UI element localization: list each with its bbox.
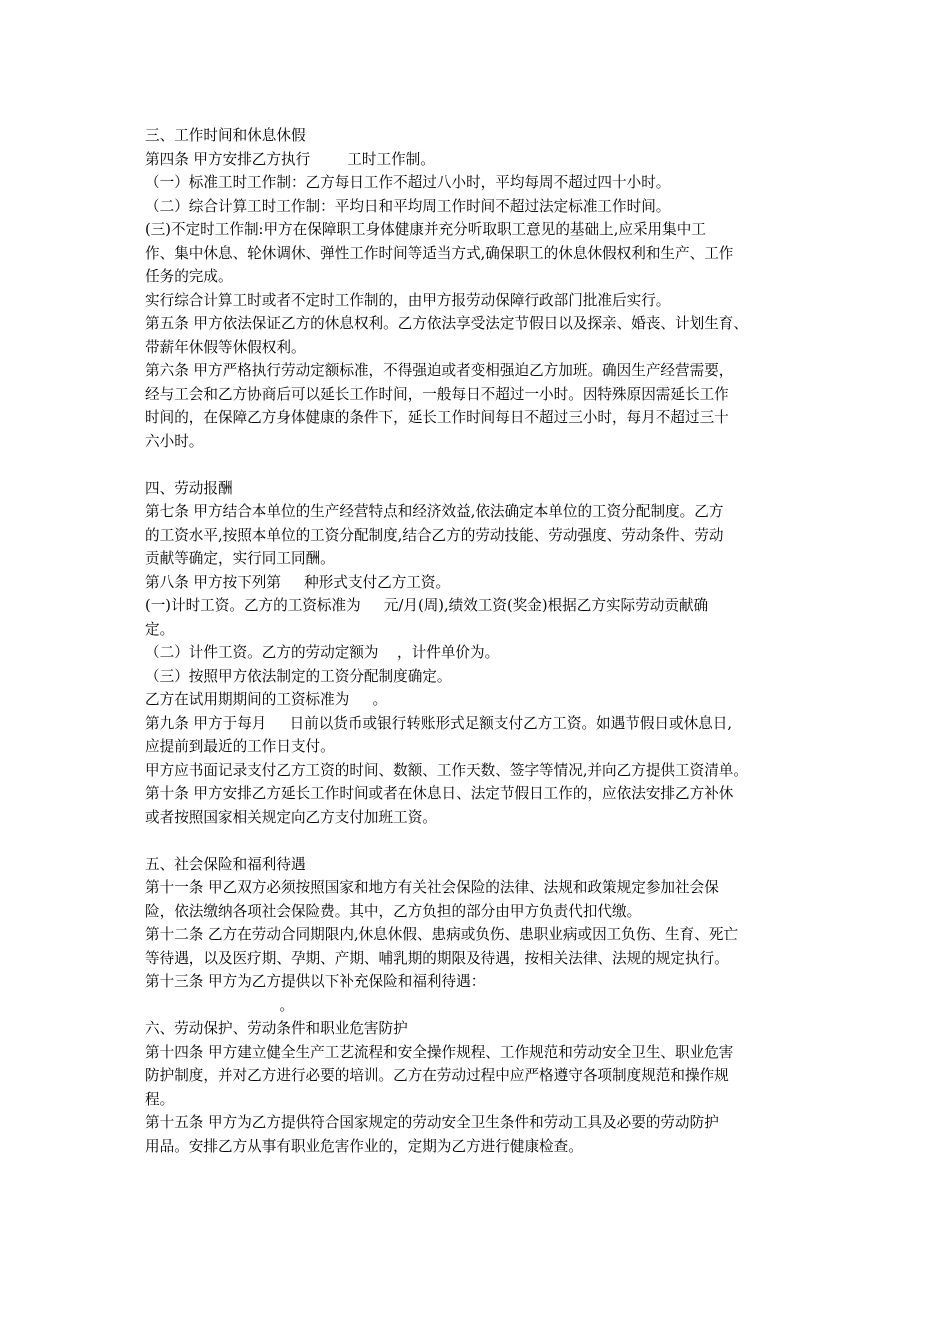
text-line: 第八条 甲方按下列第 种形式支付乙方工资。 <box>145 573 451 591</box>
text-line: 三、工作时间和休息休假 <box>145 127 306 144</box>
text-line: 或者按照国家相关规定向乙方支付加班工资。 <box>145 808 437 826</box>
text-line: 程。 <box>145 1090 175 1108</box>
document-body <box>145 124 817 1158</box>
text-line: 四、劳动报酬 <box>145 479 233 497</box>
text-line: 的工资水平,按照本单位的工资分配制度,结合乙方的劳动技能、劳动强度、劳动条件、劳动 <box>145 526 724 544</box>
text-line: (三)不定时工作制:甲方在保障职工身体健康并充分听取职工意见的基础上,应采用集中工 <box>145 221 706 238</box>
text-line: 第六条 甲方严格执行劳动定额标准，不得强迫或者变相强迫乙方加班。确因生产经营需要， <box>145 362 734 379</box>
text-line: 第十四条 甲方建立健全生产工艺流程和安全操作规程、工作规范和劳动安全卫生、职业危害 <box>145 1043 734 1061</box>
text-line: 第十条 甲方安排乙方延长工作时间或者在休息日、法定节假日工作的，应依法安排乙方补休 <box>145 785 734 802</box>
text-line: 应提前到最近的工作日支付。 <box>145 738 335 755</box>
text-line: 。 <box>145 996 295 1014</box>
text-line: 第七条 甲方结合本单位的生产经营特点和经济效益,依法确定本单位的工资分配制度。乙方 <box>145 503 724 520</box>
text-line: （二）综合计算工时工作制：平均日和平均周工作时间不超过法定标准工作时间。 <box>145 197 671 215</box>
text-line: 六小时。 <box>145 432 204 450</box>
blank-line <box>145 453 817 477</box>
text-line: 时间的，在保障乙方身体健康的条件下，延长工作时间每日不超过三小时，每月不超过三十 <box>145 409 729 426</box>
text-line: 等待遇，以及医疗期、孕期、产期、哺乳期的期限及待遇，按相关法律、法规的规定执行。 <box>145 949 729 967</box>
text-line: 第九条 甲方于每月 日前以货币或银行转账形式足额支付乙方工资。如遇节假日或休息日, <box>145 714 733 732</box>
text-line: 带薪年休假等休假权利。 <box>145 338 306 356</box>
blank-line <box>145 829 817 853</box>
text-line: 贡献等确定，实行同工同酬。 <box>145 550 335 567</box>
text-line: 第十五条 甲方为乙方提供符合国家规定的劳动安全卫生条件和劳动工具及必要的劳动防护 <box>145 1114 719 1131</box>
text-line: （二）计件工资。乙方的劳动定额为 ，计件单价为。 <box>145 644 500 661</box>
text-line: 第四条 甲方安排乙方执行 工时工作制。 <box>145 150 435 168</box>
text-line: 险，依法缴纳各项社会保险费。其中，乙方负担的部分由甲方负责代扣代缴。 <box>145 902 642 920</box>
text-line: 第十三条 甲方为乙方提供以下补充保险和福利待遇： <box>145 973 486 990</box>
text-line: 作、集中休息、轮休调休、弹性工作时间等适当方式,确保职工的休息休假权利和生产、工作 <box>145 244 734 262</box>
text-line: （三）按照甲方依法制定的工资分配制度确定。 <box>145 667 452 685</box>
text-line: 实行综合计算工时或者不定时工作制的，由甲方报劳动保障行政部门批准后实行。 <box>145 291 671 309</box>
text-line: 第十一条 甲乙双方必须按照国家和地方有关社会保险的法律、法规和政策规定参加社会保 <box>145 879 719 896</box>
text-line: 第五条 甲方依法保证乙方的休息权利。乙方依法享受法定节假日以及探亲、婚丧、计划生育、 <box>145 315 748 332</box>
text-line: 经与工会和乙方协商后可以延长工作时间，一般每日不超过一小时。因特殊原因需延长工作 <box>145 385 729 403</box>
text-line: 任务的完成。 <box>145 268 233 285</box>
text-line: （一）标准工时工作制：乙方每日工作不超过八小时，平均每周不超过四十小时。 <box>145 174 671 191</box>
text-line: 防护制度，并对乙方进行必要的培训。乙方在劳动过程中应严格遵守各项制度规范和操作规 <box>145 1067 729 1084</box>
text-line: 乙方在试用期期间的工资标准为 。 <box>145 691 388 708</box>
text-line: 定。 <box>145 620 175 638</box>
text-line: 用品。安排乙方从事有职业危害作业的，定期为乙方进行健康检查。 <box>145 1137 583 1155</box>
text-line: 五、社会保险和福利待遇 <box>145 855 306 873</box>
text-line: (一)计时工资。乙方的工资标准为 元/月(周),绩效工资(奖金)根据乙方实际劳动贡献确 <box>145 597 709 614</box>
text-line: 六、劳动保护、劳动条件和职业危害防护 <box>145 1020 408 1037</box>
text-line: 甲方应书面记录支付乙方工资的时间、数额、工作天数、签字等情况,并向乙方提供工资清单。 <box>145 761 748 779</box>
text-line: 第十二条 乙方在劳动合同期限内,休息休假、患病或负伤、患职业病或因工负伤、生育、死亡 <box>145 926 739 943</box>
